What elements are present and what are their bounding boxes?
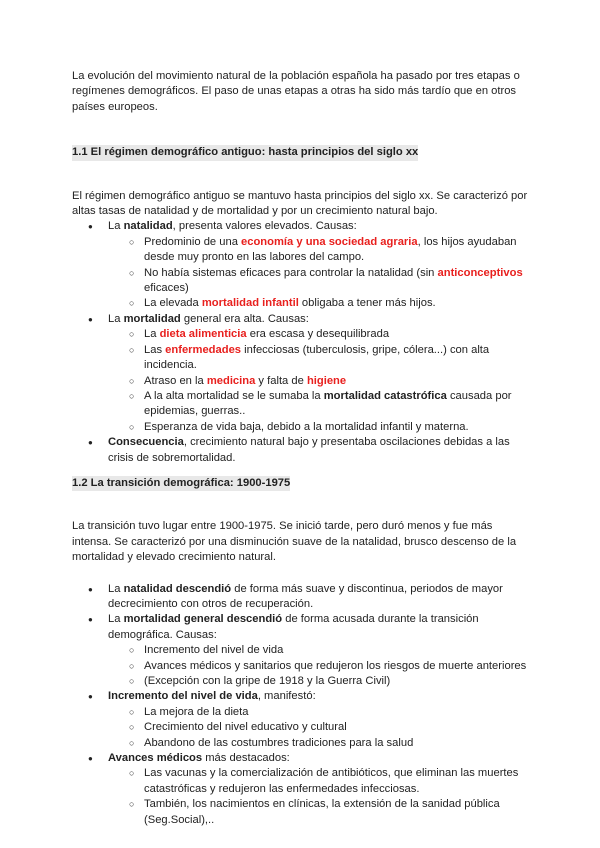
section-2-paragraph: La transición tuvo lugar entre 1900-1975. Se inició tarde, pero duró menos y fue más intensa. Se caracterizó por una disminución suave de la natalidad, brusco descenso de la mortalidad y elevado crecimiento natural. bbox=[72, 520, 517, 564]
section-2-heading: 1.2 La transición demográfica: 1900-1975 bbox=[72, 476, 290, 491]
list-item: ○ Crecimiento del nivel educativo y cultural bbox=[108, 720, 532, 735]
list-item: ○ Las vacunas y la comercialización de antibióticos, que eliminan las muertes catastróficas y redujeron las enfermedades infecciosas. bbox=[108, 766, 532, 797]
list-item: ● La natalidad descendió de forma más suave y discontinua, periodos de mayor decrecimiento con otros de recuperación. bbox=[72, 582, 532, 613]
list-item: ○ Esperanza de vida baja, debido a la mortalidad infantil y materna. bbox=[108, 420, 532, 435]
list-item: ● Avances médicos más destacados: ○ Las vacunas y la comercialización de antibióticos, que eliminan las muertes catastróficas y redujeron las enfermedades infecciosas. ○ También, los nacimientos en clínicas, la extensión de la sanidad pública (Seg.Social),.. bbox=[72, 751, 532, 828]
section-1-heading: 1.1 El régimen demográfico antiguo: hasta principios del siglo xx bbox=[72, 145, 418, 160]
list-item: ○ (Excepción con la gripe de 1918 y la Guerra Civil) bbox=[108, 674, 532, 689]
list-item: ● La natalidad, presenta valores elevados. Causas: ○ Predominio de una economía y una sociedad agraria, los hijos ayudaban desde muy pronto en las labores del campo. ○ No había sistemas eficaces para controlar la natalidad (sin anticonceptivos eficaces) ○ La elevada mortalidad infantil obligaba a tener más hijos. bbox=[72, 219, 532, 311]
list-item: ○ No había sistemas eficaces para controlar la natalidad (sin anticonceptivos eficaces) bbox=[108, 266, 532, 297]
list-item: ● La mortalidad general descendió de forma acusada durante la transición demográfica. Causas: ○ Incremento del nivel de vida ○ Avances médicos y sanitarios que redujeron los riesgos de muerte anteriores ○ (Excepción con la gripe de 1918 y la Guerra Civil) bbox=[72, 612, 532, 689]
section-1-list bbox=[72, 219, 532, 466]
section-2-list bbox=[72, 582, 532, 829]
list-item: ○ La dieta alimenticia era escasa y desequilibrada bbox=[108, 327, 532, 342]
list-item: ○ Avances médicos y sanitarios que redujeron los riesgos de muerte anteriores bbox=[108, 659, 532, 674]
list-item: ● Consecuencia, crecimiento natural bajo y presentaba oscilaciones debidas a las crisis de sobremortalidad. bbox=[72, 435, 532, 466]
list-item: ○ Incremento del nivel de vida bbox=[108, 643, 532, 658]
list-item: ○ Predominio de una economía y una sociedad agraria, los hijos ayudaban desde muy pronto en las labores del campo. bbox=[108, 235, 532, 266]
list-item: ○ Abandono de las costumbres tradiciones para la salud bbox=[108, 736, 532, 751]
section-1-paragraph: El régimen demográfico antiguo se mantuvo hasta principios del siglo xx. Se caracterizó por altas tasas de natalidad y de mortalidad y por un crecimiento natural bajo. bbox=[72, 189, 528, 218]
list-item: ○ La mejora de la dieta bbox=[108, 705, 532, 720]
document-page bbox=[72, 69, 532, 828]
list-item: ○ A la alta mortalidad se le sumaba la mortalidad catastrófica causada por epidemias, guerras.. bbox=[108, 389, 532, 420]
list-item: ○ Atraso en la medicina y falta de higiene bbox=[108, 374, 532, 389]
list-item: ○ La elevada mortalidad infantil obligaba a tener más hijos. bbox=[108, 296, 532, 311]
list-item: ○ También, los nacimientos en clínicas, la extensión de la sanidad pública (Seg.Social),.. bbox=[108, 797, 532, 828]
list-item: ● La mortalidad general era alta. Causas: ○ La dieta alimenticia era escasa y desequilibrada ○ Las enfermedades infecciosas (tuberculosis, gripe, cólera...) con alta incidencia. ○ Atraso en la medicina y falta de higiene ○ A la alta mortalidad se le sumaba la mortalidad catastrófica causada por epidemias, guerras.. ○ Esperanza de vida baja, debido a la mortalidad infantil y materna. bbox=[72, 312, 532, 435]
list-item: ○ Las enfermedades infecciosas (tuberculosis, gripe, cólera...) con alta incidencia. bbox=[108, 343, 532, 374]
list-item: ● Incremento del nivel de vida, manifestó: ○ La mejora de la dieta ○ Crecimiento del nivel educativo y cultural ○ Abandono de las costumbres tradiciones para la salud bbox=[72, 689, 532, 751]
intro-paragraph: La evolución del movimiento natural de la población española ha pasado por tres etapas o regímenes demográficos. El paso de unas etapas a otras ha sido más tardío que en otros países europeos. bbox=[72, 70, 520, 113]
